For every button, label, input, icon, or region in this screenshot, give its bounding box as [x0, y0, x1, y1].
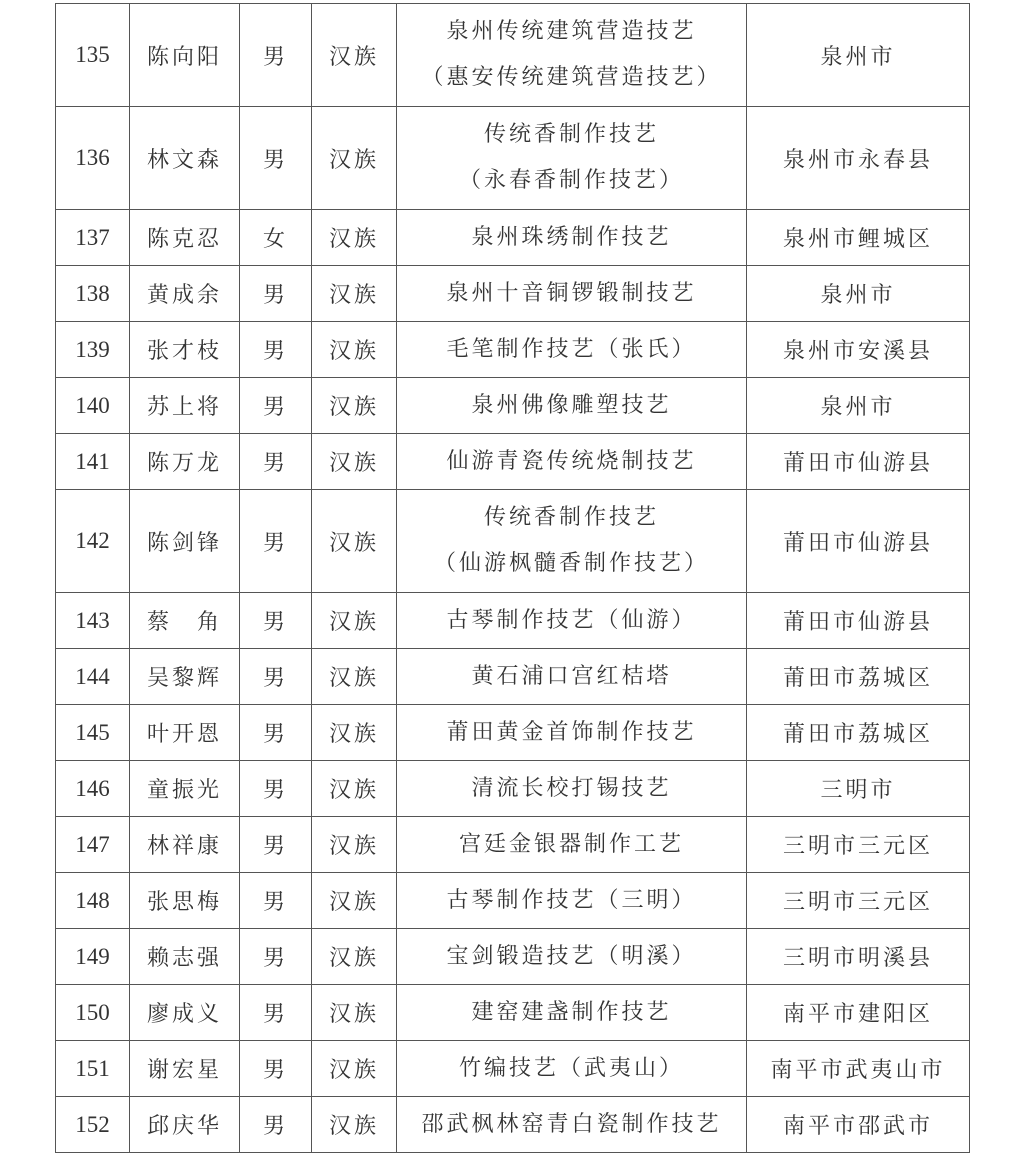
inheritor-name-cell: 邱庆华: [130, 1097, 240, 1153]
region-cell: 泉州市永春县: [747, 107, 970, 210]
project-line: 古琴制作技艺（三明）: [446, 887, 697, 913]
project-name-cell: [397, 378, 747, 434]
project-line: 邵武枫林窑青白瓷制作技艺: [421, 1111, 722, 1137]
project-name-cell: [397, 705, 747, 761]
table-row: [56, 210, 970, 266]
ethnicity-cell: 汉族: [312, 266, 397, 322]
region-cell: 莆田市荔城区: [747, 649, 970, 705]
region-cell: 泉州市: [747, 4, 970, 107]
inheritor-name-cell: 蔡 角: [130, 593, 240, 649]
region-cell: 莆田市仙游县: [747, 593, 970, 649]
region-cell: 泉州市鲤城区: [747, 210, 970, 266]
row-number-cell: 142: [56, 490, 130, 593]
table-row: [56, 593, 970, 649]
gender-cell: 女: [240, 210, 312, 266]
table-row: [56, 985, 970, 1041]
region-cell: 泉州市: [747, 266, 970, 322]
gender-cell: 男: [240, 107, 312, 210]
region-cell: 莆田市仙游县: [747, 434, 970, 490]
ethnicity-cell: 汉族: [312, 761, 397, 817]
project-line: 毛笔制作技艺（张氏）: [446, 336, 697, 362]
project-name-cell: [397, 322, 747, 378]
project-line: 传统香制作技艺: [483, 505, 659, 530]
gender-cell: 男: [240, 4, 312, 107]
row-number-cell: 150: [56, 985, 130, 1041]
table-row: [56, 322, 970, 378]
inheritor-name-cell: 陈剑锋: [130, 490, 240, 593]
project-line: 泉州传统建筑营造技艺: [446, 19, 697, 44]
region-cell: 三明市明溪县: [747, 929, 970, 985]
ethnicity-cell: 汉族: [312, 107, 397, 210]
ethnicity-cell: 汉族: [312, 210, 397, 266]
ethnicity-cell: 汉族: [312, 929, 397, 985]
project-line: 宫廷金银器制作工艺: [458, 831, 684, 857]
table-row: [56, 1097, 970, 1153]
row-number-cell: 145: [56, 705, 130, 761]
project-name-cell: [397, 929, 747, 985]
project-line: 古琴制作技艺（仙游）: [446, 607, 697, 633]
gender-cell: 男: [240, 1041, 312, 1097]
project-line: 建窑建盏制作技艺: [471, 999, 672, 1025]
row-number-cell: 144: [56, 649, 130, 705]
project-line: 泉州佛像雕塑技艺: [471, 392, 672, 418]
row-number-cell: 152: [56, 1097, 130, 1153]
project-line: 黄石浦口宫红桔塔: [471, 663, 672, 689]
project-line: 竹编技艺（武夷山）: [458, 1055, 684, 1081]
inheritor-name-cell: 苏上将: [130, 378, 240, 434]
gender-cell: 男: [240, 490, 312, 593]
gender-cell: 男: [240, 378, 312, 434]
inheritor-name-cell: 谢宏星: [130, 1041, 240, 1097]
project-name-cell: [397, 434, 747, 490]
region-cell: 莆田市仙游县: [747, 490, 970, 593]
ethnicity-cell: 汉族: [312, 434, 397, 490]
region-cell: 南平市建阳区: [747, 985, 970, 1041]
region-cell: 莆田市荔城区: [747, 705, 970, 761]
gender-cell: 男: [240, 817, 312, 873]
row-number-cell: 148: [56, 873, 130, 929]
gender-cell: 男: [240, 593, 312, 649]
row-number-cell: 140: [56, 378, 130, 434]
table-row: [56, 434, 970, 490]
region-cell: 三明市三元区: [747, 873, 970, 929]
region-cell: 泉州市: [747, 378, 970, 434]
project-line: （惠安传统建筑营造技艺）: [421, 65, 722, 90]
project-name-cell: [397, 210, 747, 266]
ethnicity-cell: 汉族: [312, 873, 397, 929]
table-row: [56, 929, 970, 985]
ethnicity-cell: 汉族: [312, 322, 397, 378]
table-row: [56, 873, 970, 929]
row-number-cell: 135: [56, 4, 130, 107]
project-name-cell: [397, 649, 747, 705]
inheritor-name-cell: 陈向阳: [130, 4, 240, 107]
table-row: [56, 4, 970, 107]
row-number-cell: 146: [56, 761, 130, 817]
ethnicity-cell: 汉族: [312, 378, 397, 434]
project-name-cell: [397, 4, 747, 107]
gender-cell: 男: [240, 985, 312, 1041]
ethnicity-cell: 汉族: [312, 1041, 397, 1097]
project-name-cell: [397, 490, 747, 593]
table-row: [56, 107, 970, 210]
project-name-cell: [397, 593, 747, 649]
project-name-cell: [397, 873, 747, 929]
inheritor-name-cell: 张思梅: [130, 873, 240, 929]
table-row: [56, 761, 970, 817]
ethnicity-cell: 汉族: [312, 4, 397, 107]
inheritor-name-cell: 林祥康: [130, 817, 240, 873]
gender-cell: 男: [240, 266, 312, 322]
gender-cell: 男: [240, 322, 312, 378]
gender-cell: 男: [240, 434, 312, 490]
ethnicity-cell: 汉族: [312, 705, 397, 761]
project-line: 传统香制作技艺: [483, 122, 659, 147]
inheritor-name-cell: 廖成义: [130, 985, 240, 1041]
row-number-cell: 137: [56, 210, 130, 266]
row-number-cell: 149: [56, 929, 130, 985]
region-cell: 南平市武夷山市: [747, 1041, 970, 1097]
gender-cell: 男: [240, 929, 312, 985]
project-line: 仙游青瓷传统烧制技艺: [446, 448, 697, 474]
region-cell: 三明市: [747, 761, 970, 817]
project-line: （仙游枫髓香制作技艺）: [433, 551, 709, 576]
project-name-cell: [397, 1041, 747, 1097]
row-number-cell: 143: [56, 593, 130, 649]
ethnicity-cell: 汉族: [312, 593, 397, 649]
gender-cell: 男: [240, 873, 312, 929]
inheritor-name-cell: 陈万龙: [130, 434, 240, 490]
inheritor-name-cell: 黄成余: [130, 266, 240, 322]
row-number-cell: 136: [56, 107, 130, 210]
inheritor-name-cell: 叶开恩: [130, 705, 240, 761]
project-name-cell: [397, 985, 747, 1041]
project-line: 清流长校打锡技艺: [471, 775, 672, 801]
region-cell: 三明市三元区: [747, 817, 970, 873]
project-name-cell: [397, 761, 747, 817]
project-name-cell: [397, 817, 747, 873]
row-number-cell: 139: [56, 322, 130, 378]
table-row: [56, 490, 970, 593]
row-number-cell: 147: [56, 817, 130, 873]
row-number-cell: 151: [56, 1041, 130, 1097]
row-number-cell: 138: [56, 266, 130, 322]
table-row: [56, 705, 970, 761]
project-line: 莆田黄金首饰制作技艺: [446, 719, 697, 745]
project-name-cell: [397, 1097, 747, 1153]
region-cell: 泉州市安溪县: [747, 322, 970, 378]
ethnicity-cell: 汉族: [312, 985, 397, 1041]
gender-cell: 男: [240, 705, 312, 761]
ethnicity-cell: 汉族: [312, 1097, 397, 1153]
table-row: [56, 378, 970, 434]
inheritor-name-cell: 张才枝: [130, 322, 240, 378]
inheritor-name-cell: 陈克忍: [130, 210, 240, 266]
project-name-cell: [397, 107, 747, 210]
inheritor-name-cell: 吴黎辉: [130, 649, 240, 705]
project-line: 泉州珠绣制作技艺: [471, 224, 672, 250]
inheritor-name-cell: 林文森: [130, 107, 240, 210]
ethnicity-cell: 汉族: [312, 817, 397, 873]
project-name-cell: [397, 266, 747, 322]
project-line: 宝剑锻造技艺（明溪）: [446, 943, 697, 969]
inheritors-table: [55, 3, 970, 1153]
ethnicity-cell: 汉族: [312, 490, 397, 593]
inheritor-name-cell: 赖志强: [130, 929, 240, 985]
region-cell: 南平市邵武市: [747, 1097, 970, 1153]
table-row: [56, 266, 970, 322]
gender-cell: 男: [240, 761, 312, 817]
project-line: （永春香制作技艺）: [458, 168, 684, 193]
inheritor-name-cell: 童振光: [130, 761, 240, 817]
row-number-cell: 141: [56, 434, 130, 490]
gender-cell: 男: [240, 649, 312, 705]
table-row: [56, 817, 970, 873]
ethnicity-cell: 汉族: [312, 649, 397, 705]
gender-cell: 男: [240, 1097, 312, 1153]
project-line: 泉州十音铜锣锻制技艺: [446, 280, 697, 306]
table-row: [56, 649, 970, 705]
table-row: [56, 1041, 970, 1097]
